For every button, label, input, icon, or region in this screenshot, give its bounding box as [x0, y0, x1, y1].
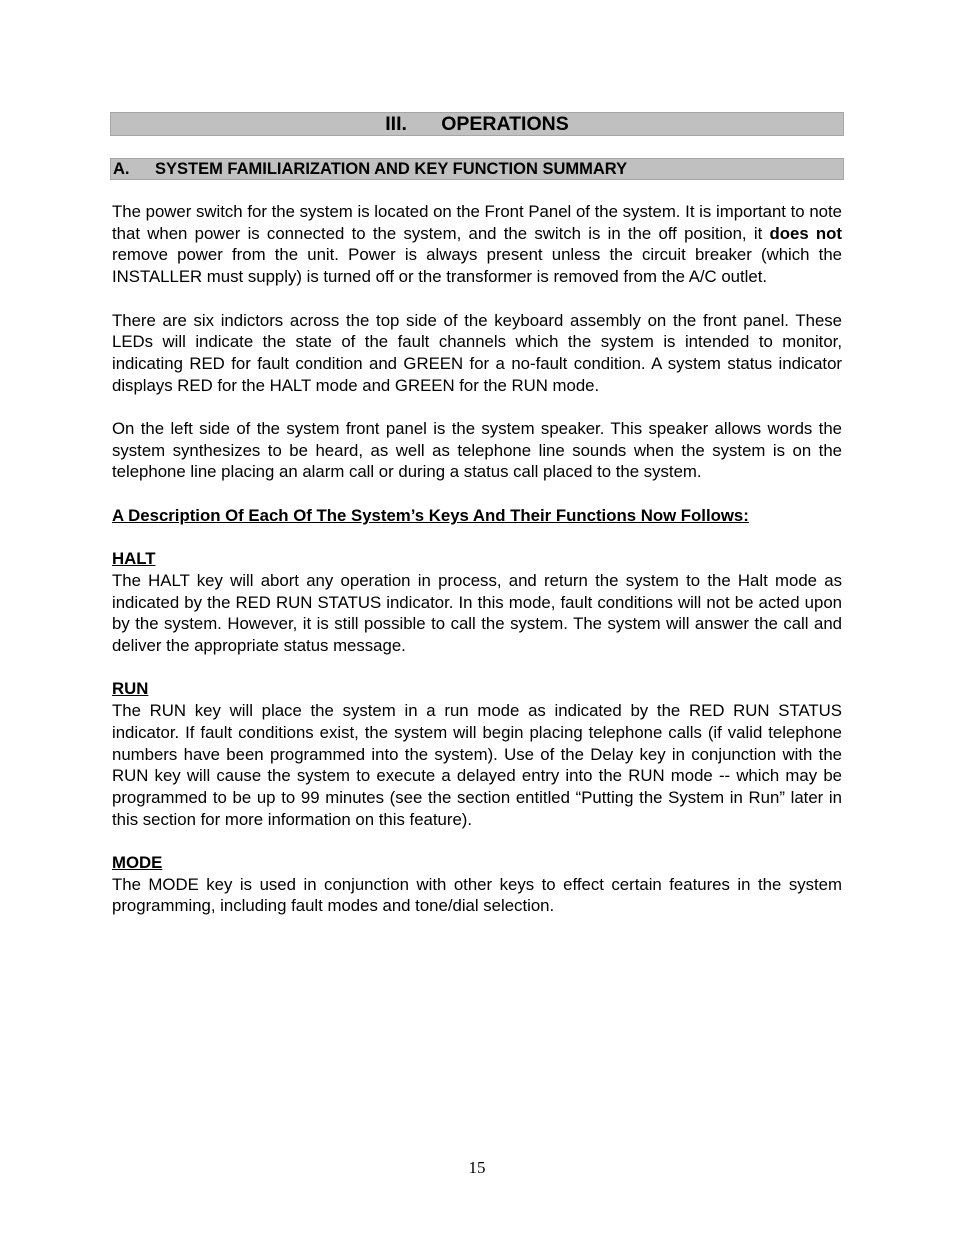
key-heading-halt: HALT [112, 549, 156, 569]
key-description-mode: The MODE key is used in conjunction with other keys to effect certain features in the system programming, including fault modes and tone/dial selection. [112, 874, 842, 916]
section-number: III. [385, 112, 407, 135]
paragraph-indicators: There are six indictors across the top side of the keyboard assembly on the front panel. These LEDs will indicate the state of the fault channels which the system is intended to monitor, indicating RED for fault condition and GREEN for a no-fault condition. A system status indicator displays RED for the HALT mode and GREEN for the RUN mode. [112, 310, 842, 395]
document-page [110, 112, 844, 917]
subsection-title: SYSTEM FAMILIARIZATION AND KEY FUNCTION SUMMARY [155, 159, 628, 178]
paragraph-power-switch [112, 201, 842, 288]
paragraph-speaker: On the left side of the system front panel is the system speaker. This speaker allows words the system synthesizes to be heard, as well as telephone line sounds when the system is on the telephone line placing an alarm call or during a status call placed to the system. [112, 419, 842, 482]
section-title: OPERATIONS [441, 112, 569, 135]
power-text-after: remove power from the unit. Power is always present unless the circuit breaker (which the INSTALLER must supply) is turned off or the transformer is removed from the A/C outlet. [112, 245, 842, 287]
power-text-bold: does not [769, 223, 842, 243]
keys-description-heading: A Description Of Each Of The System’s Keys And Their Functions Now Follows: [112, 505, 749, 525]
key-heading-mode: MODE [112, 853, 163, 872]
subsection-letter: A. [113, 159, 130, 178]
page-number: 15 [468, 1158, 486, 1177]
key-heading-run: RUN [112, 679, 149, 699]
power-text-before: The power switch for the system is located on the Front Panel of the system. It is important to note that when power is connected to the system, and the switch is in the off position, it [112, 202, 842, 243]
key-description-halt: The HALT key will abort any operation in process, and return the system to the Halt mode as indicated by the RED RUN STATUS indicator. In this mode, fault conditions will not be acted upon by the system. However, it is still possible to call the system. The system will answer the call and deliver the appropriate status message. [112, 570, 842, 655]
body-content [110, 201, 842, 917]
subsection-heading [110, 158, 844, 180]
section-heading [110, 112, 844, 136]
key-description-run: The RUN key will place the system in a run mode as indicated by the RED RUN STATUS indicator. If fault conditions exist, the system will begin placing telephone calls (if valid telephone numbers have been programmed into the system). Use of the Delay key in conjunction with the RUN key will cause the system to execute a delayed entry into the RUN mode -- which may be programmed to be up to 99 minutes (see the section entitled “Putting the System in Run” later in this section for more information on this feature). [112, 701, 842, 829]
